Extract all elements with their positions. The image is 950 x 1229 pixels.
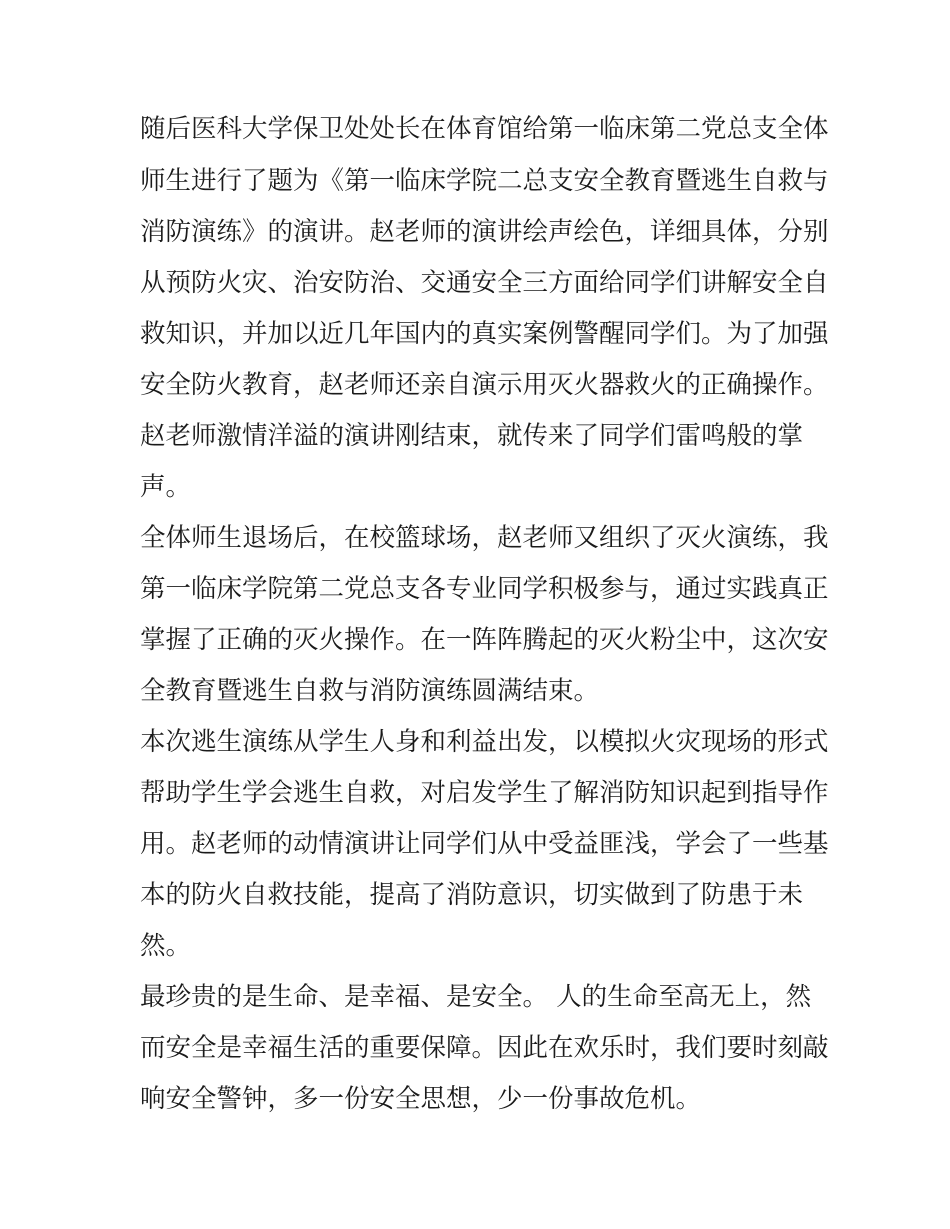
text-line: 随后医科大学保卫处处长在体育馆给第一临床第二党总支全体 — [140, 114, 829, 144]
text-line: 第一临床学院第二党总支各专业同学积极参与，通过实践真正 — [140, 574, 829, 604]
text-line: 赵老师激情洋溢的演讲刚结束，就传来了同学们雷鸣般的掌 — [140, 421, 804, 451]
text-line: 安全防火教育，赵老师还亲自演示用灭火器救火的正确操作。 — [140, 370, 829, 400]
text-line: 响安全警钟，多一份安全思想，少一份事故危机。 — [140, 1084, 702, 1114]
text-line: 然。 — [140, 931, 192, 961]
text-line: 消防演练》的演讲。赵老师的演讲绘声绘色，详细具体，分别 — [140, 217, 829, 247]
text-line: 而安全是幸福生活的重要保障。因此在欢乐时，我们要时刻敲 — [140, 1033, 829, 1063]
text-line: 全体师生退场后，在校篮球场，赵老师又组织了灭火演练，我 — [140, 523, 829, 553]
text-line: 本的防火自救技能，提高了消防意识，切实做到了防患于未 — [140, 880, 804, 910]
text-line: 用。赵老师的动情演讲让同学们从中受益匪浅，学会了一些基 — [140, 829, 829, 859]
text-line: 声。 — [140, 472, 192, 502]
text-line: 全教育暨逃生自救与消防演练圆满结束。 — [140, 676, 600, 706]
text-line: 掌握了正确的灭火操作。在一阵阵腾起的灭火粉尘中，这次安 — [140, 625, 829, 655]
text-line: 帮助学生学会逃生自救，对启发学生了解消防知识起到指导作 — [140, 778, 829, 808]
text-line: 本次逃生演练从学生人身和利益出发，以模拟火灾现场的形式 — [140, 727, 829, 757]
text-line: 从预防火灾、治安防治、交通安全三方面给同学们讲解安全自 — [140, 268, 829, 298]
text-line: 救知识，并加以近几年国内的真实案例警醒同学们。为了加强 — [140, 319, 829, 349]
text-line: 最珍贵的是生命、是幸福、是安全。 人的生命至高无上，然 — [140, 982, 812, 1012]
text-line: 师生进行了题为《第一临床学院二总支安全教育暨逃生自救与 — [140, 166, 829, 196]
